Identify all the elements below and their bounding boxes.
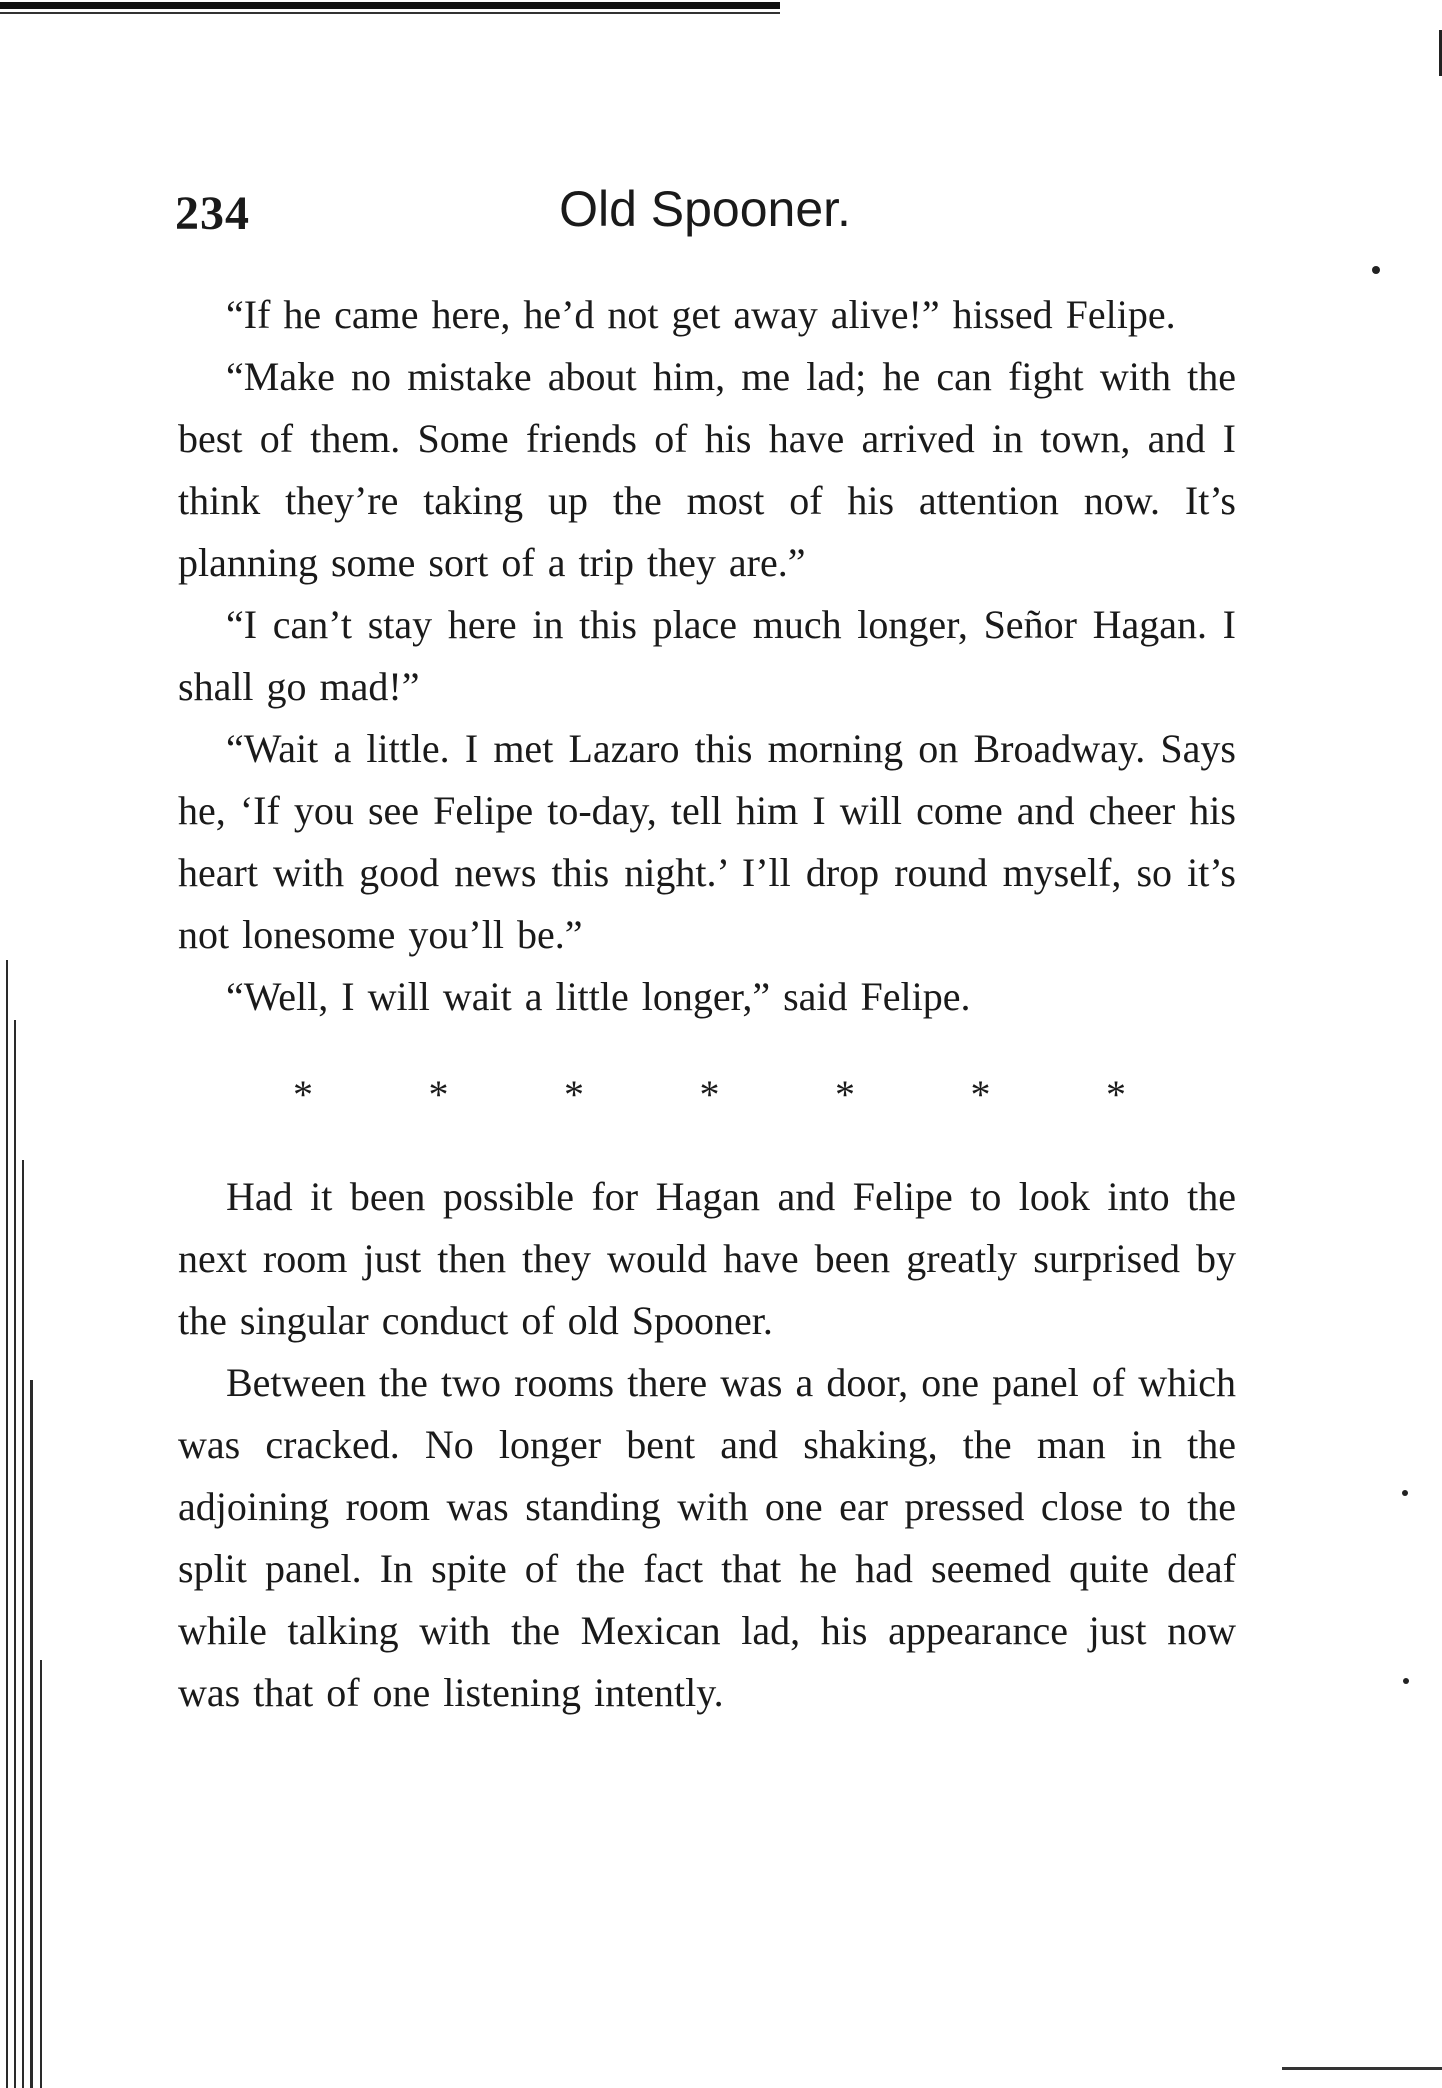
page-header: [175, 180, 1235, 250]
speck: [1372, 266, 1380, 274]
asterisk: *: [970, 1072, 991, 1117]
running-title: Old Spooner.: [559, 181, 851, 237]
asterisk: *: [293, 1072, 313, 1117]
top-rule: [0, 2, 780, 9]
asterisk: *: [564, 1072, 584, 1117]
page-body: [178, 284, 1236, 1724]
asterisk: *: [1106, 1072, 1126, 1117]
paragraph: “Well, I will wait a little longer,” said Felipe.: [226, 974, 971, 1019]
speck: [1402, 1490, 1408, 1496]
asterisk: *: [699, 1072, 720, 1117]
paragraph: Had it been possible for Hagan and Felipe to look into the next room just then they would have been greatly surprised by the singular conduct of old Spooner.: [178, 1174, 1236, 1343]
paragraph: “Make no mistake about him, me lad; he can fight with the best of them. Some friends of his have arrived in town, and I think they’re taking up the most of his attention now. It’s planning some sort of a trip they are.”: [178, 354, 1236, 585]
paragraph: “Wait a little. I met Lazaro this morning on Broadway. Says he, ‘If you see Felipe to-day, tell him I will come and cheer his heart with good news this night.’ I’ll drop round myself, so it’s not lonesome you’ll be.”: [178, 726, 1236, 957]
top-rule-thin: [0, 12, 780, 14]
asterisk: *: [428, 1072, 449, 1117]
asterisk: *: [835, 1072, 855, 1117]
edge-line: [14, 1020, 16, 2088]
section-break: [178, 1064, 1236, 1126]
paragraph: “I can’t stay here in this place much longer, Señor Hagan. I shall go mad!”: [178, 602, 1236, 709]
edge-line: [6, 960, 8, 2088]
speck: [1403, 1678, 1409, 1684]
edge-line: [30, 1380, 33, 2088]
paragraph: Between the two rooms there was a door, one panel of which was cracked. No longer bent and shaking, the man in the adjoining room was standing with one ear pressed close to the split panel. In spite of the fact that he had seemed quite deaf while talking with the Mexican lad, his appearance just now was that of one listening intently.: [178, 1360, 1236, 1715]
edge-line: [40, 1660, 42, 2088]
page-number: 234: [175, 187, 250, 240]
edge-line: [22, 1160, 24, 2088]
paragraph: “If he came here, he’d not get away alive!” hissed Felipe.: [226, 292, 1176, 337]
binding-edge: [0, 960, 48, 2088]
bottom-rule: [1282, 2067, 1442, 2070]
